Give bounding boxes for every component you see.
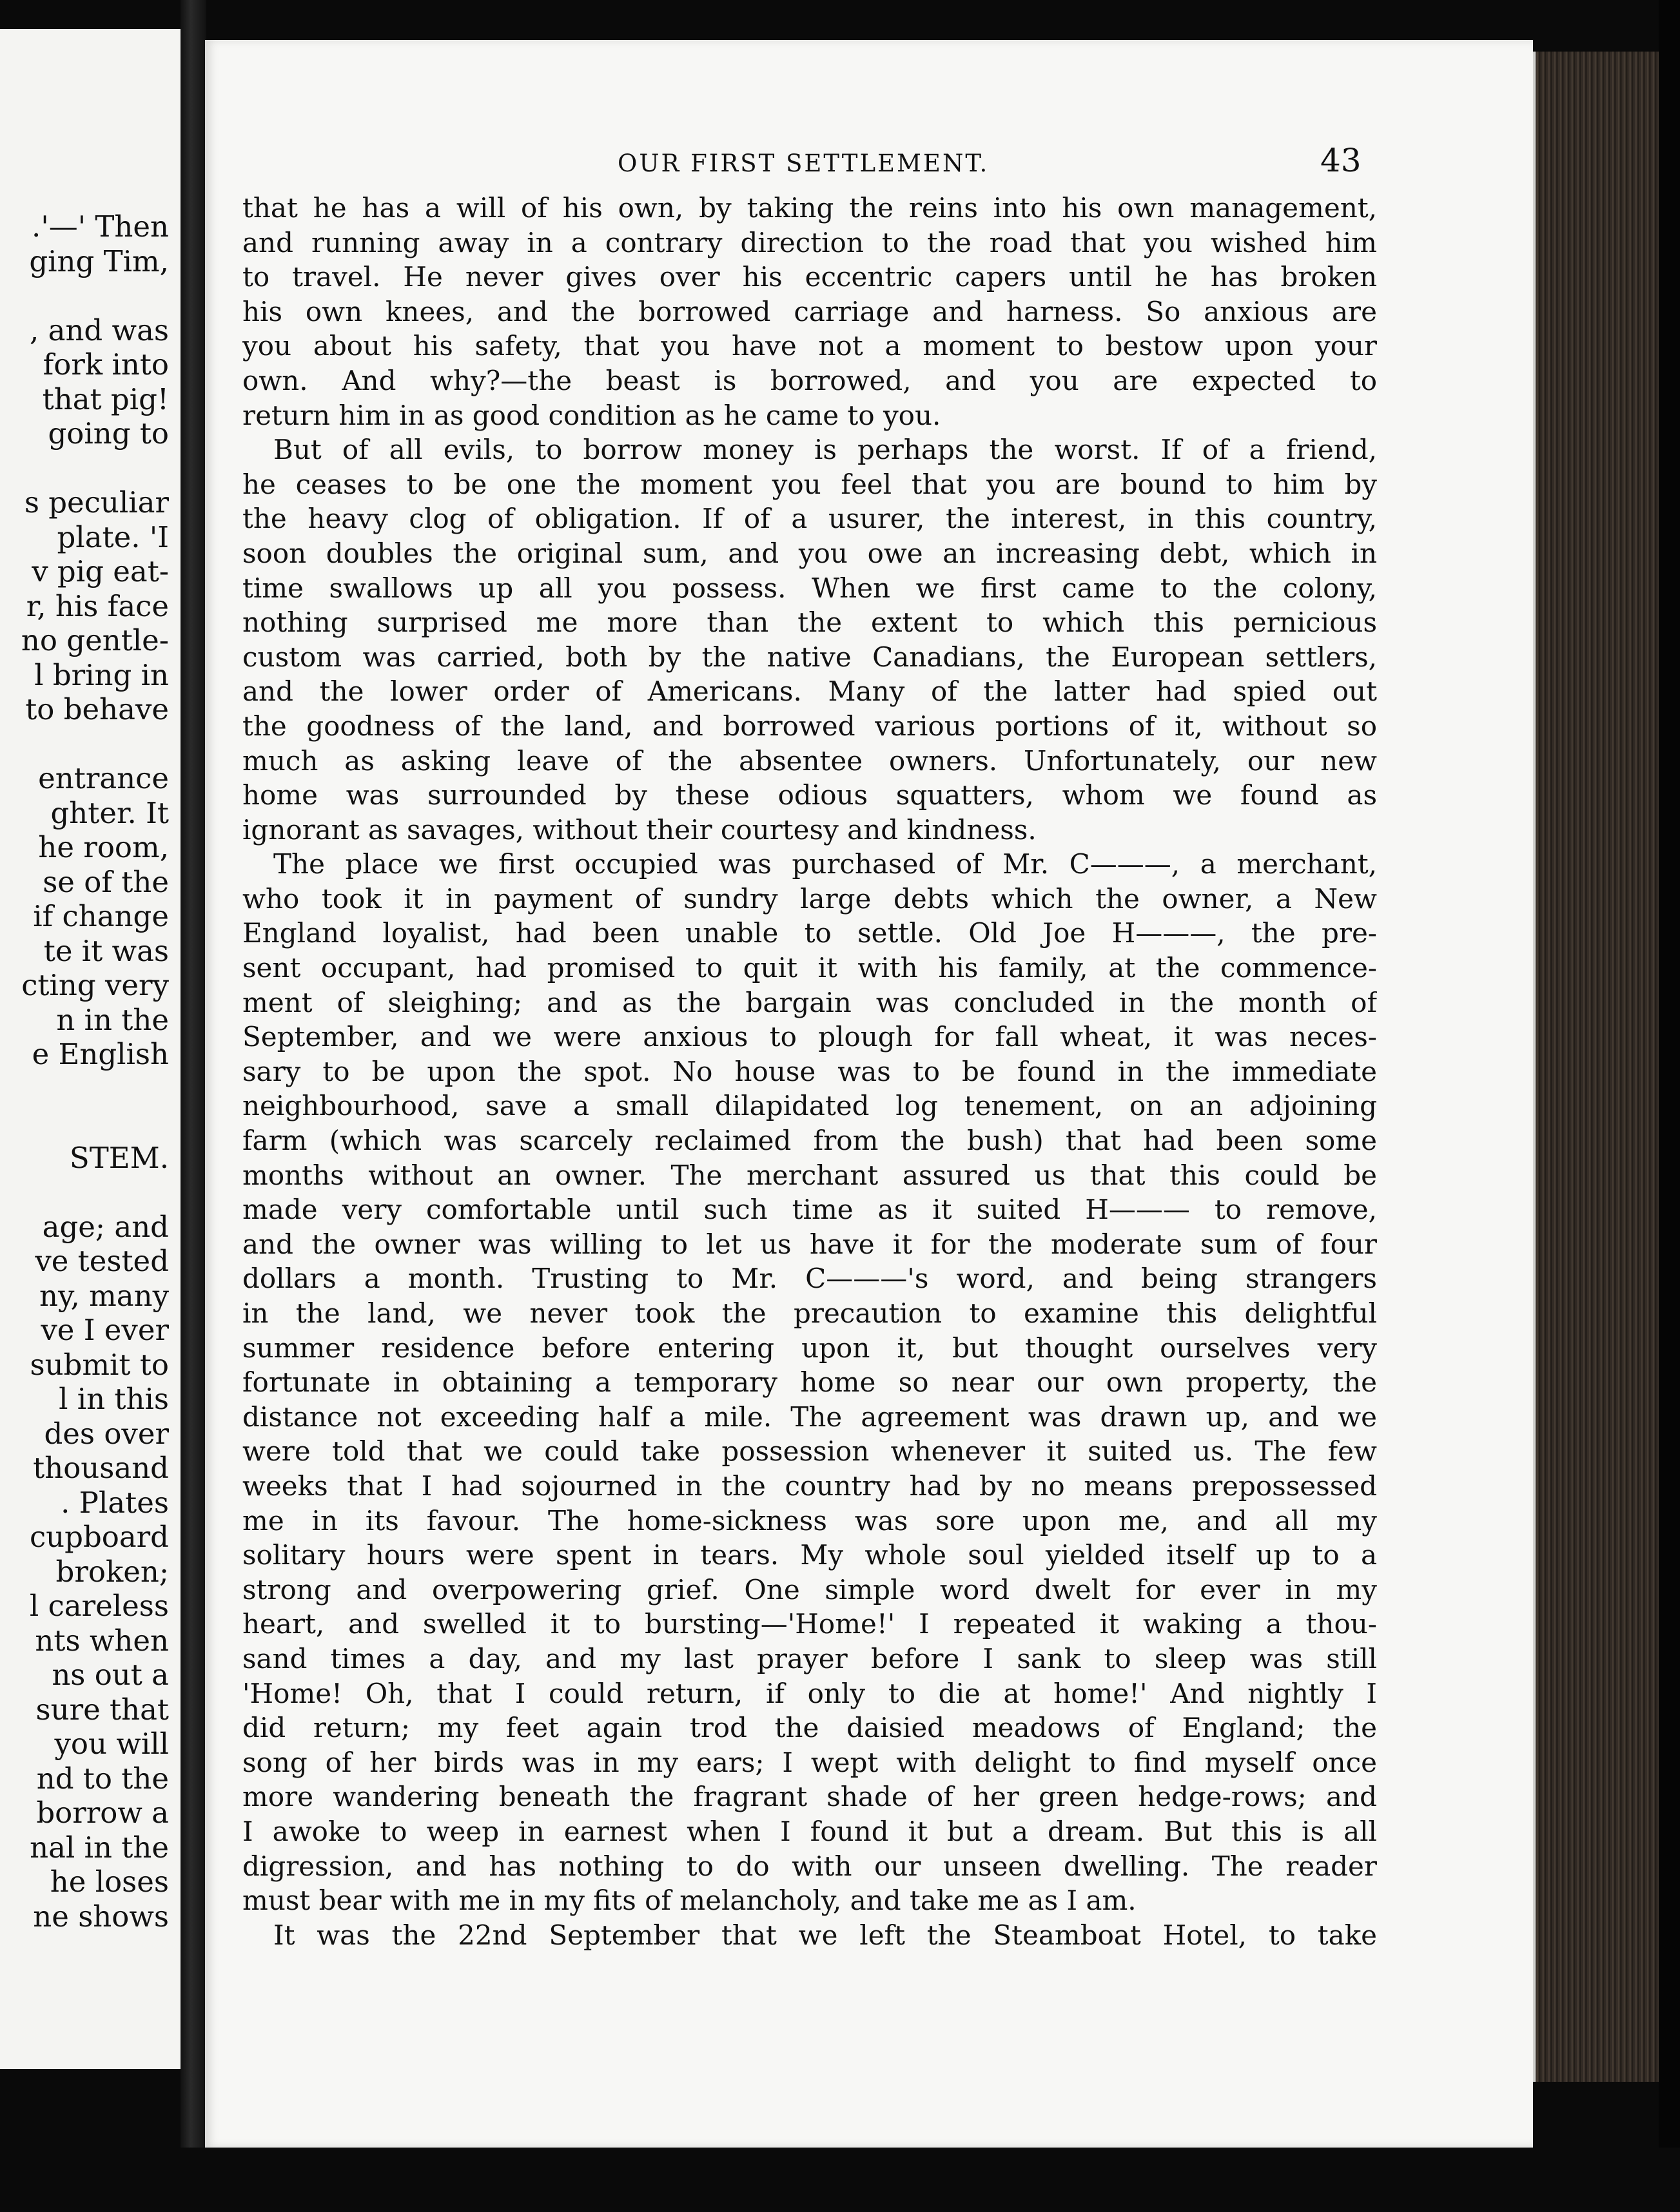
left-line: ve I ever [41, 1313, 169, 1347]
text-line: summer residence before entering upon it, but thought ourselves very [242, 1332, 1377, 1364]
left-line: broken; [55, 1554, 169, 1589]
left-line [0, 1072, 169, 1107]
text-line: sary to be upon the spot. No house was to be found in the immediate [242, 1055, 1377, 1087]
text-line: and the lower order of Americans. Many of the latter had spied out [242, 675, 1377, 708]
left-line: no gentle- [21, 623, 169, 657]
text-line: September, and we were anxious to plough for fall wheat, it was neces- [242, 1021, 1377, 1053]
left-line: l in this [59, 1382, 169, 1416]
text-line: ignorant as savages, without their courtesy and kindness. [242, 813, 1037, 846]
left-line: ns out a [52, 1658, 169, 1692]
left-line: thousand [33, 1451, 169, 1485]
text-line: 'Home! Oh, that I could return, if only to die at home!' And nightly I [242, 1677, 1377, 1709]
text-line: digression, and has nothing to do with our unseen dwelling. The reader [242, 1850, 1377, 1882]
text-line: more wandering beneath the fragrant shade of her green hedge-rows; and [242, 1781, 1377, 1813]
left-line: v pig eat- [32, 554, 169, 588]
left-line: submit to [30, 1347, 169, 1382]
text-line: return him in as good condition as he came to you. [242, 399, 941, 431]
page [205, 40, 1533, 2148]
body-text [242, 191, 1377, 1952]
text-line: sent occupant, had promised to quit it with his family, at the commence- [242, 952, 1377, 984]
left-line: plate. 'I [57, 519, 169, 554]
left-line: ging Tim, [29, 244, 169, 278]
scan-bottom-border [0, 2148, 1680, 2212]
text-line: custom was carried, both by the native Canadians, the European settlers, [242, 641, 1377, 673]
left-line: to behave [25, 692, 169, 726]
left-line: nts when [35, 1623, 169, 1658]
left-line: cupboard [29, 1520, 169, 1554]
text-line: England loyalist, had been unable to settle. Old Joe H———, the pre- [242, 917, 1377, 949]
text-line: song of her birds was in my ears; I wept with delight to find myself once [242, 1746, 1377, 1778]
text-line: to travel. He never gives over his eccentric capers until he has broken [242, 261, 1377, 293]
left-line [0, 278, 169, 313]
text-line: you about his safety, that you have not a moment to bestow upon your [242, 330, 1377, 362]
left-line: fork into [43, 347, 169, 382]
left-line: sure that [35, 1692, 169, 1727]
left-line: borrow a [36, 1796, 169, 1830]
left-line: he room, [38, 830, 169, 864]
text-line: the goodness of the land, and borrowed various portions of it, without so [242, 710, 1377, 742]
left-line: nd to the [36, 1761, 169, 1796]
left-line: , and was [30, 313, 169, 347]
left-line: .'—' Then [32, 209, 169, 244]
left-line: cting very [21, 968, 169, 1002]
text-line: his own knees, and the borrowed carriage and harness. So anxious are [242, 295, 1377, 327]
text-line: me in its favour. The home-sickness was sore upon me, and all my [242, 1504, 1377, 1537]
text-line: that he has a will of his own, by taking the reins into his own management, [242, 192, 1377, 224]
left-line: n in the [56, 1002, 169, 1037]
left-line [0, 1175, 169, 1210]
text-line: much as asking leave of the absentee owners. Unfortunately, our new [242, 744, 1377, 777]
left-line: age; and [42, 1209, 169, 1244]
left-line: e English [32, 1037, 169, 1071]
text-line: did return; my feet again trod the daisied meadows of England; the [242, 1712, 1377, 1744]
text-line: fortunate in obtaining a temporary home so near our own property, the [242, 1366, 1377, 1399]
text-line: in the land, we never took the precaution to examine this delightful [242, 1297, 1377, 1329]
previous-page-text [0, 209, 169, 1934]
text-line: home was surrounded by these odious squatters, whom we found as [242, 779, 1377, 811]
left-line: . Plates [61, 1485, 169, 1520]
text-line: weeks that I had sojourned in the country had by no means prepossessed [242, 1470, 1377, 1502]
left-line: you will [54, 1727, 169, 1761]
text-line: soon doubles the original sum, and you owe an increasing debt, which in [242, 537, 1377, 569]
text-line: farm (which was scarcely reclaimed from the bush) that had been some [242, 1125, 1377, 1157]
text-line: solitary hours were spent in tears. My whole soul yielded itself up to a [242, 1539, 1377, 1571]
left-line: se of the [43, 864, 169, 899]
text-line: own. And why?—the beast is borrowed, and you are expected to [242, 364, 1377, 396]
left-line [0, 1106, 169, 1141]
text-line: months without an owner. The merchant assured us that this could be [242, 1159, 1377, 1191]
book-gutter [181, 0, 206, 2212]
left-line: ne shows [33, 1899, 169, 1934]
text-line: The place we first occupied was purchased of Mr. C———, a merchant, [273, 848, 1377, 880]
scan-border [1659, 0, 1680, 2212]
left-line [0, 451, 169, 486]
left-line: ghter. It [50, 795, 169, 830]
text-line: the heavy clog of obligation. If of a usurer, the interest, in this country, [242, 503, 1377, 535]
text-line: distance not exceeding half a mile. The agreement was drawn up, and we [242, 1401, 1377, 1433]
left-line: te it was [43, 933, 169, 968]
text-line: sand times a day, and my last prayer before I sank to sleep was still [242, 1642, 1377, 1674]
text-line: and the owner was willing to let us have it for the moderate sum of four [242, 1228, 1377, 1260]
text-line: who took it in payment of sundry large debts which the owner, a New [242, 882, 1377, 915]
previous-page-strip [0, 29, 184, 2069]
text-line: he ceases to be one the moment you feel that you are bound to him by [242, 468, 1377, 500]
text-line: heart, and swelled it to bursting—'Home!' I repeated it waking a thou- [242, 1608, 1377, 1640]
left-line [0, 727, 169, 762]
text-line: ment of sleighing; and as the bargain was concluded in the month of [242, 986, 1377, 1018]
left-line: s peculiar [24, 485, 169, 519]
text-line: I awoke to weep in earnest when I found it but a dream. But this is all [242, 1815, 1377, 1847]
page-number: 43 [1320, 142, 1362, 179]
text-line: strong and overpowering grief. One simple word dwelt for ever in my [242, 1573, 1377, 1606]
left-line: going to [48, 416, 169, 451]
running-head: OUR FIRST SETTLEMENT. [618, 150, 990, 177]
text-line: It was the 22nd September that we left the Steamboat Hotel, to take [273, 1919, 1377, 1951]
left-line: that pig! [42, 382, 169, 416]
left-line: he loses [50, 1865, 169, 1899]
text-line: neighbourhood, save a small dilapidated log tenement, on an adjoining [242, 1090, 1377, 1122]
text-line: and running away in a contrary direction to the road that you wished him [242, 226, 1377, 258]
left-line: l bring in [34, 657, 169, 692]
left-line: nal in the [30, 1830, 169, 1865]
left-line: STEM. [69, 1140, 169, 1175]
book-page-edges [1533, 52, 1661, 2082]
text-line: But of all evils, to borrow money is perhaps the worst. If of a friend, [273, 434, 1377, 466]
text-line: time swallows up all you possess. When we first came to the colony, [242, 572, 1377, 604]
text-line: were told that we could take possession whenever it suited us. The few [242, 1435, 1377, 1468]
left-line: ny, many [39, 1278, 169, 1313]
text-line: nothing surprised me more than the extent to which this pernicious [242, 606, 1377, 639]
left-line: ve tested [35, 1244, 169, 1278]
left-line: des over [44, 1416, 169, 1451]
text-line: must bear with me in my fits of melancholy, and take me as I am. [242, 1885, 1137, 1917]
text-line: made very comfortable until such time as it suited H——— to remove, [242, 1194, 1377, 1226]
left-line: l careless [29, 1589, 169, 1623]
left-line: entrance [38, 761, 169, 795]
text-line: dollars a month. Trusting to Mr. C———'s word, and being strangers [242, 1263, 1377, 1295]
left-line: if change [33, 899, 169, 933]
left-line: r, his face [26, 588, 169, 623]
